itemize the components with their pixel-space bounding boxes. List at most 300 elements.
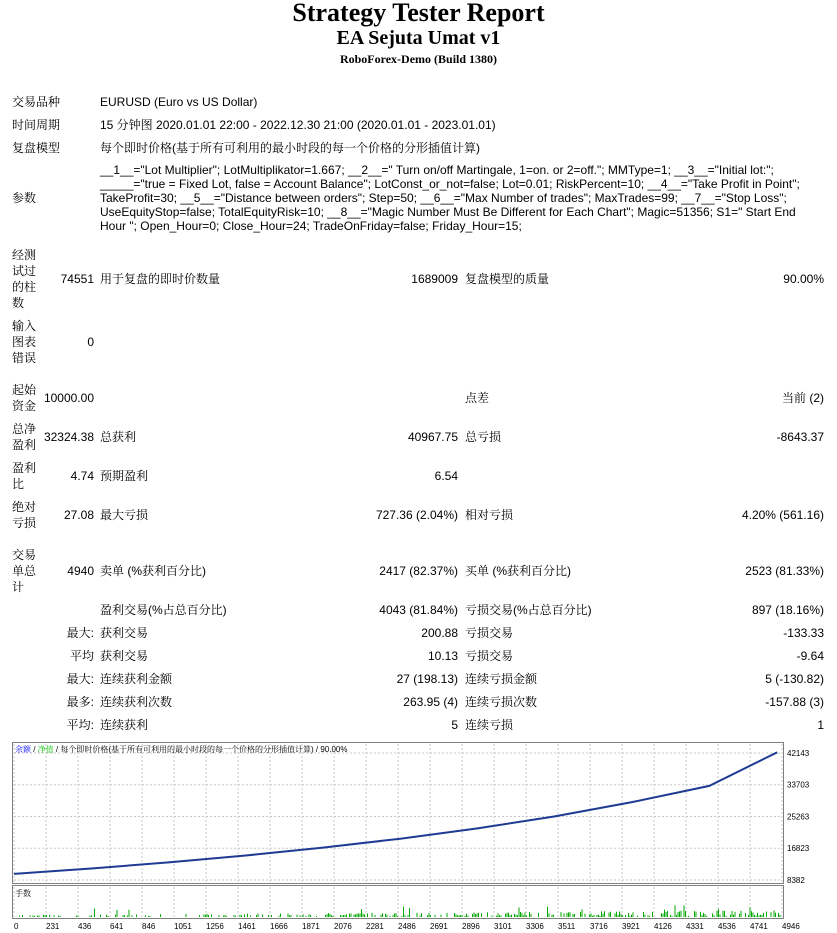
volume-bar: [427, 915, 428, 917]
volume-bar: [508, 913, 509, 917]
report-title: Strategy Tester Report: [292, 0, 545, 27]
volume-bar: [622, 915, 623, 917]
x-tick-label: 2691: [430, 922, 448, 930]
volume-bar: [325, 915, 326, 917]
volume-bar: [478, 913, 479, 917]
volume-bar: [567, 913, 568, 917]
volume-bar: [723, 911, 724, 917]
volume-bar: [702, 915, 703, 917]
volume-bar: [496, 916, 497, 917]
volume-bar: [663, 914, 664, 917]
volume-bar: [123, 915, 124, 917]
volume-bar: [300, 915, 301, 917]
x-tick-label: 4331: [686, 922, 704, 930]
volume-bar: [600, 916, 601, 917]
y-tick-label: 33703: [787, 780, 810, 790]
volume-bar: [340, 915, 341, 917]
model-value: 每个即时价格(基于所有可利用的最小时段的每一个价格的分形插值计算): [100, 141, 480, 155]
y-tick-label: 25263: [787, 812, 810, 822]
volume-bar: [675, 905, 676, 917]
volume-bar: [117, 910, 118, 917]
volume-bar: [552, 915, 553, 917]
volume-bar: [250, 916, 251, 918]
y-tick-label: 8382: [787, 876, 805, 885]
x-tick-label: 4536: [718, 922, 736, 930]
x-tick-label: 3306: [526, 922, 544, 930]
volume-bar: [409, 908, 410, 917]
volume-bar: [726, 916, 727, 917]
row-left-value: 200.88: [421, 626, 458, 640]
volume-bar: [303, 914, 304, 917]
volume-bar: [430, 915, 431, 917]
volume-bar: [346, 914, 347, 917]
volume-bar: [538, 913, 539, 917]
net-value: 32324.38: [43, 430, 94, 444]
x-tick-label: 3101: [494, 922, 512, 930]
volume-bar: [763, 913, 764, 917]
volume-bar: [234, 915, 235, 917]
gross-profit-value: 40967.75: [407, 430, 458, 444]
volume-bar: [609, 913, 610, 918]
volume-bar: [160, 914, 161, 917]
volume-bar: [547, 907, 548, 917]
x-tick-label: 2896: [462, 922, 480, 930]
volume-bar: [241, 915, 242, 917]
balance-chart: [11, 741, 837, 930]
volume-bar: [316, 916, 317, 917]
volume-bar: [616, 912, 617, 917]
volume-bar: [748, 915, 749, 917]
balance-chart-svg: [11, 741, 837, 930]
row-left-value: 27 (198.13): [396, 672, 458, 686]
volume-bar: [402, 916, 403, 917]
volume-bar: [351, 914, 352, 918]
row-right-label: 亏损交易: [465, 649, 514, 663]
volume-bar: [615, 913, 616, 917]
model-label: 复盘模型: [12, 141, 61, 155]
pf-value: 4.74: [70, 469, 94, 483]
row-prefix: 最大:: [66, 672, 94, 686]
volume-bar: [421, 913, 422, 917]
volume-bar: [468, 916, 469, 917]
row-prefix: 平均: [69, 649, 94, 663]
volume-bar: [618, 915, 619, 917]
volume-bar: [115, 915, 116, 917]
x-tick-label: 3716: [590, 922, 608, 930]
symbol-value: EURUSD (Euro vs US Dollar): [100, 95, 258, 109]
volume-bar: [396, 913, 397, 917]
row-left-label: 连续获利金额: [100, 672, 173, 686]
volume-bar: [262, 915, 263, 918]
volume-bar: [45, 915, 46, 917]
lots-label: 手数: [15, 889, 31, 898]
volume-bar: [594, 915, 595, 917]
volume-bar: [778, 913, 779, 917]
volume-bar: [492, 916, 493, 917]
spread-value: 当前 (2): [781, 391, 824, 405]
volume-bar: [771, 912, 772, 917]
volume-bar: [645, 915, 646, 917]
volume-bar: [240, 915, 241, 917]
volume-bar: [465, 916, 466, 917]
volume-bar: [145, 915, 146, 917]
x-tick-label: 2076: [334, 922, 352, 930]
volume-bar: [619, 912, 620, 918]
volume-bar: [60, 916, 61, 917]
row-right-value: 5 (-130.82): [765, 672, 824, 686]
volume-bar: [78, 916, 79, 917]
volume-bar: [108, 916, 109, 917]
trades-label: 交易单总计: [12, 548, 37, 594]
volume-bar: [19, 916, 20, 917]
volume-bar: [664, 910, 665, 917]
volume-bar: [580, 912, 581, 917]
volume-bar: [408, 915, 409, 917]
spread-label: 点差: [465, 391, 490, 405]
quality-value: 90.00%: [783, 272, 824, 286]
volume-bar: [34, 916, 35, 917]
long-value: 2523 (81.33%): [745, 564, 824, 578]
volume-bar: [643, 912, 644, 917]
volume-bar: [649, 916, 650, 917]
volume-bar: [582, 909, 583, 917]
x-tick-label: 2486: [398, 922, 416, 930]
legend-sep: /: [31, 745, 38, 754]
volume-bar: [696, 912, 697, 917]
x-tick-label: 1256: [206, 922, 224, 930]
volume-bar: [525, 912, 526, 917]
volume-bar: [150, 916, 151, 917]
volume-bar: [271, 915, 272, 917]
volume-bar: [685, 911, 686, 917]
errors-label: 输入图表错误: [12, 319, 37, 365]
volume-bar: [637, 916, 638, 917]
volume-bar: [375, 915, 376, 917]
abs-dd-label: 绝对亏损: [12, 500, 37, 530]
volume-bar: [714, 915, 715, 917]
volume-bar: [247, 914, 248, 917]
volume-bar: [349, 914, 350, 917]
trades-value: 4940: [67, 564, 94, 578]
row-right-label: 连续亏损: [465, 718, 514, 732]
volume-bar: [148, 916, 149, 917]
volume-bar: [331, 915, 332, 917]
volume-bar: [514, 914, 515, 917]
gross-profit-label: 总获利: [100, 430, 137, 444]
volume-bar: [474, 912, 475, 917]
volume-bar: [568, 912, 569, 917]
volume-bar: [208, 915, 209, 917]
volume-bar: [387, 915, 388, 917]
volume-bar: [529, 912, 530, 917]
volume-bar: [207, 914, 208, 917]
x-tick-label: 436: [78, 922, 92, 930]
volume-bar: [526, 916, 527, 918]
volume-bar: [343, 915, 344, 917]
x-tick-label: 0: [14, 922, 19, 930]
volume-bar: [718, 909, 719, 917]
volume-bar: [49, 915, 50, 917]
legend-rest: / 每个即时价格(基于所有可利用的最小时段的每一个价格的分形插值计算) / 90.00%: [53, 745, 348, 754]
x-axis-ticks: [14, 922, 800, 930]
volume-bar: [684, 905, 685, 917]
volume-bar: [679, 912, 680, 918]
volume-bar: [127, 916, 128, 918]
volume-bar: [456, 914, 457, 917]
volume-bar: [510, 915, 511, 917]
row-left-label: 获利交易: [100, 626, 149, 640]
volume-bar: [333, 916, 334, 917]
volume-bar: [289, 915, 290, 917]
volume-bar: [759, 915, 760, 917]
deposit-label: 起始资金: [12, 383, 37, 413]
volume-bar: [223, 916, 224, 917]
x-tick-label: 2281: [366, 922, 384, 930]
row-prefix: 平均:: [66, 718, 94, 732]
volume-bar: [219, 915, 220, 917]
volume-bar: [598, 915, 599, 917]
volume-bar: [625, 915, 626, 917]
volume-bar: [363, 914, 364, 917]
volume-bar: [205, 915, 206, 917]
volume-bar: [291, 915, 292, 917]
volume-bar: [100, 914, 101, 917]
volume-bar: [703, 913, 704, 917]
volume-bar: [628, 913, 629, 917]
volume-bar: [76, 916, 77, 917]
legend-equity: 净值: [37, 745, 54, 754]
volume-bar: [472, 914, 473, 917]
volume-bar: [354, 915, 355, 918]
volume-bar: [268, 915, 269, 917]
volume-bar: [501, 916, 502, 918]
volume-bar: [667, 911, 668, 917]
volume-bar: [258, 914, 259, 917]
volume-bar: [522, 913, 523, 917]
row-left-value: 263.95 (4): [403, 695, 458, 709]
volume-bar: [394, 914, 395, 918]
volume-bar: [136, 915, 137, 917]
payoff-value: 6.54: [434, 469, 458, 483]
volume-bar: [46, 915, 47, 917]
win-label: 盈利交易(%占总百分比): [100, 603, 227, 617]
volume-bar: [309, 914, 310, 917]
ticks-label: 用于复盘的即时价数量: [100, 272, 221, 286]
volume-bar: [739, 914, 740, 917]
volume-bar: [345, 915, 346, 917]
volume-bar: [22, 915, 23, 917]
volume-bar: [381, 915, 382, 917]
short-label: 卖单 (%获利百分比): [100, 564, 206, 578]
volume-bar: [355, 914, 356, 917]
symbol-label: 交易品种: [12, 95, 61, 109]
volume-bar: [751, 911, 752, 917]
x-tick-label: 846: [142, 922, 156, 930]
volume-bar: [688, 916, 689, 917]
volume-bar: [717, 911, 718, 917]
bars-value: 74551: [60, 272, 94, 286]
row-right-value: 1: [817, 718, 824, 732]
volume-bar: [754, 915, 755, 917]
period-label: 时间周期: [12, 118, 61, 132]
volume-bar: [601, 911, 602, 917]
volume-bar: [360, 914, 361, 918]
volume-bar: [549, 913, 550, 917]
volume-bar: [519, 908, 520, 918]
volume-bar: [481, 913, 482, 917]
loss-value: 897 (18.16%): [751, 603, 824, 617]
volume-bar: [327, 914, 328, 917]
row-left-value: 10.13: [427, 649, 458, 663]
volume-bar: [393, 915, 394, 917]
x-tick-label: 1051: [174, 922, 192, 930]
volume-bar: [585, 914, 586, 917]
volume-bar: [630, 916, 631, 917]
x-tick-label: 1871: [302, 922, 320, 930]
volume-bar: [39, 916, 40, 918]
x-tick-label: 1461: [238, 922, 256, 930]
quality-label: 复盘模型的质量: [465, 272, 550, 286]
row-left-value: 5: [451, 718, 458, 732]
volume-bar: [459, 915, 460, 917]
volume-bar: [762, 915, 763, 917]
bars-label: 经测试过的柱数: [12, 248, 37, 310]
params-label: 参数: [12, 191, 37, 205]
row-right-label: 亏损交易: [465, 626, 514, 640]
volume-bar: [457, 915, 458, 917]
net-label: 总净盈利: [12, 422, 37, 452]
win-value: 4043 (81.84%): [379, 603, 458, 617]
volume-bar: [90, 916, 91, 918]
period-value: 15 分钟图 2020.01.01 22:00 - 2022.12.30 21:00 (2020.01.01 - 2023.01.01): [100, 118, 496, 132]
volume-bar: [511, 915, 512, 917]
volume-bar: [226, 916, 227, 917]
volume-bar: [676, 915, 677, 917]
legend-line: [15, 744, 347, 754]
volume-bar: [306, 916, 307, 917]
volume-bar: [733, 915, 734, 917]
row-left-label: 获利交易: [100, 649, 149, 663]
volume-bar: [403, 907, 404, 918]
volume-bar: [129, 910, 130, 917]
legend-balance: 余额: [15, 745, 31, 754]
ea-name: EA Sejuta Umat v1: [336, 27, 501, 49]
max-dd-label: 最大亏损: [100, 508, 149, 522]
volume-bar: [610, 912, 611, 917]
volume-bar: [429, 913, 430, 917]
row-right-value: -9.64: [796, 649, 824, 663]
volume-bar: [225, 915, 226, 917]
volume-bar: [694, 911, 695, 917]
volume-bar: [342, 916, 343, 918]
rel-dd-label: 相对亏损: [465, 508, 514, 522]
volume-bar: [564, 913, 565, 917]
volume-bar: [735, 912, 736, 917]
row-right-label: 连续亏损金额: [465, 672, 538, 686]
ticks-value: 1689009: [411, 272, 458, 286]
volume-bar: [487, 912, 488, 917]
volume-bar: [520, 912, 521, 917]
volume-bar: [199, 915, 200, 917]
volume-bar: [397, 916, 398, 917]
volume-bar: [766, 912, 767, 918]
y-tick-label: 16823: [787, 844, 810, 854]
volume-bar: [124, 915, 125, 917]
volume-bar: [475, 914, 476, 917]
x-tick-label: 4946: [782, 922, 800, 930]
payoff-label: 预期盈利: [100, 469, 149, 483]
volume-bar: [382, 913, 383, 917]
row-right-value: -157.88 (3): [765, 695, 824, 709]
row-right-value: -133.33: [783, 626, 824, 640]
volume-bar: [648, 915, 649, 917]
volume-bar: [775, 913, 776, 917]
volume-bar: [204, 915, 205, 918]
volume-bar: [750, 907, 751, 917]
volume-bar: [516, 915, 517, 917]
deposit-value: 10000.00: [43, 391, 94, 405]
volume-bar: [328, 913, 329, 917]
params-value: __1__="Lot Multiplier"; LotMultiplikator=1.667; __2__=" Turn on/off Martingale, 1=on. or 2=off."; MMType=1; __3__="Initial lot:"; _____="true = Fixed Lot, false = Account Balance"; LotConst_or_not=false; Lot=0.01; RiskPercent=10; __4__="Take Profit in Point"; TakeProfit=30; __5__="Distance between orders"; Step=50; __6__="Max Number of trades"; MaxTrades=99; __7__="Stop Loss"; UseEquityStop=false; TotalEquityRisk=10; __8__="Magic Number Must Be Different for Each Chart"; Magic=51356; S1=" Start End Hour "; Open_Hour=0; Close_Hour=24; TradeOnFriday=false; Friday_Hour=15;: [100, 163, 800, 233]
volume-bar: [454, 913, 455, 917]
volume-bar: [631, 915, 632, 917]
volume-bar: [43, 915, 44, 917]
volume-bar: [570, 912, 571, 917]
volume-bar: [361, 909, 362, 917]
volume-bar: [405, 915, 406, 917]
volume-bar: [592, 916, 593, 917]
volume-bar: [94, 909, 95, 918]
x-tick-label: 1666: [270, 922, 288, 930]
volume-bar: [441, 915, 442, 917]
volume-bar: [681, 911, 682, 917]
volume-bar: [720, 915, 721, 918]
long-label: 买单 (%获利百分比): [465, 564, 571, 578]
volume-bar: [730, 915, 731, 917]
row-left-label: 连续获利: [100, 718, 149, 732]
volume-bar: [774, 910, 775, 917]
volume-bar: [462, 915, 463, 917]
volume-bar: [753, 913, 754, 917]
volume-bar: [531, 914, 532, 917]
y-tick-label: 42143: [787, 749, 810, 758]
volume-bar: [54, 915, 55, 917]
volume-bar: [652, 912, 653, 917]
volume-bar: [417, 913, 418, 917]
volume-bar: [505, 914, 506, 917]
volume-bar: [420, 916, 421, 918]
volume-bar: [372, 913, 373, 917]
volume-bar: [561, 912, 562, 917]
volume-bar: [235, 916, 236, 917]
volume-bar: [621, 914, 622, 917]
volume-bar: [507, 913, 508, 917]
volume-bar: [256, 915, 257, 917]
short-value: 2417 (82.37%): [379, 564, 458, 578]
volume-bar: [724, 911, 725, 917]
volume-bar: [37, 916, 38, 918]
volume-bar: [132, 915, 133, 917]
volume-bar: [732, 911, 733, 917]
rel-dd-value: 4.20% (561.16): [741, 508, 824, 522]
volume-bar: [517, 915, 518, 917]
volume-bar: [330, 914, 331, 917]
row-right-label: 连续亏损次数: [465, 695, 538, 709]
volume-bar: [477, 913, 478, 917]
volume-bar: [498, 913, 499, 917]
x-tick-label: 3921: [622, 922, 640, 930]
volume-bar: [666, 912, 667, 917]
